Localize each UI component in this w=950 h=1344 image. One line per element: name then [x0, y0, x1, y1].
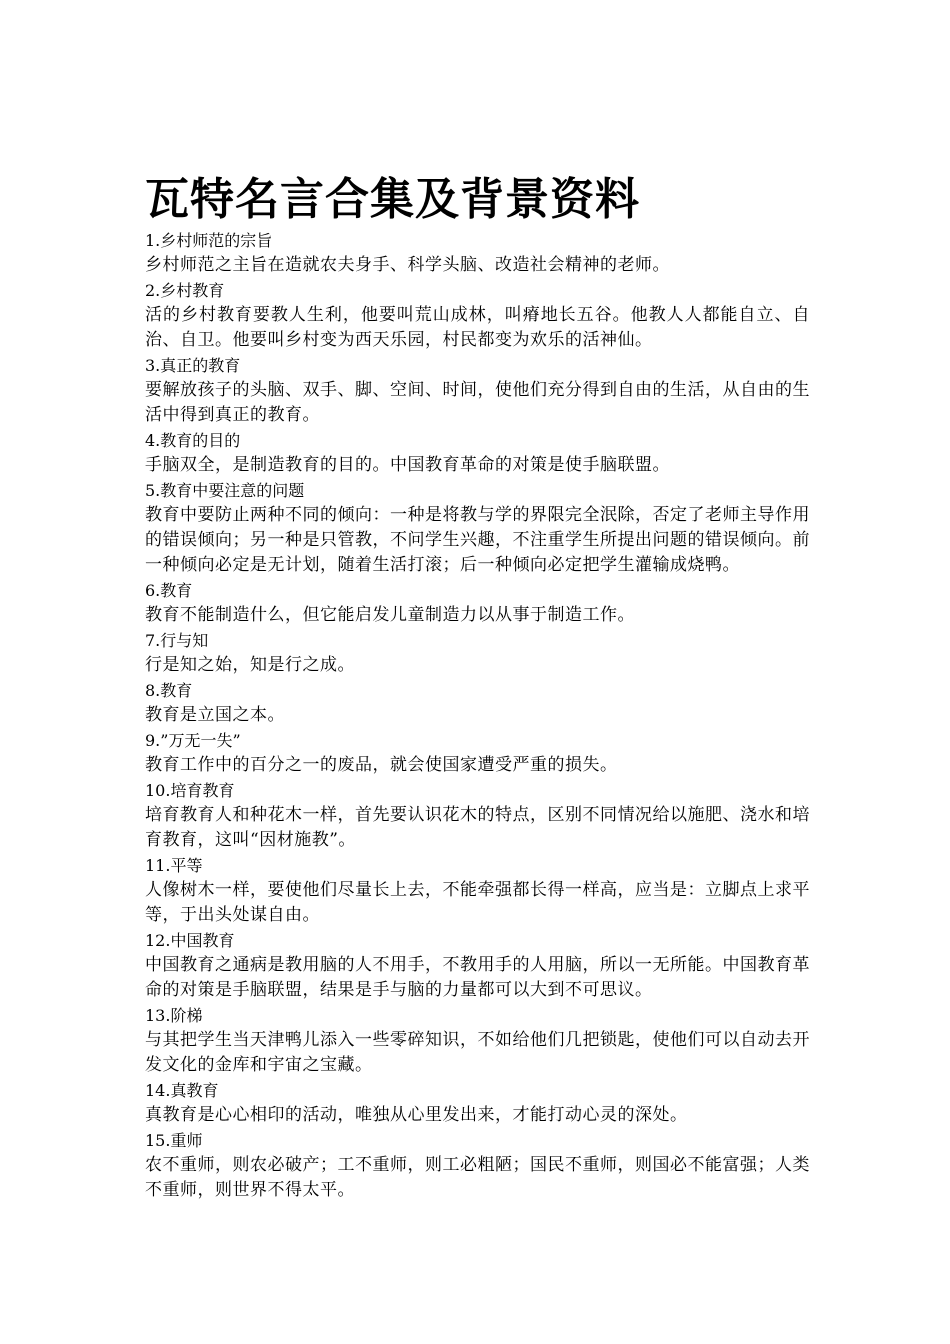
section-text: 中国教育之通病是教用脑的人不用手，不教用手的人用脑，所以一无所能。中国教育革命的对策是手脑联盟，结果是手与脑的力量都可以大到不可思议。 [145, 955, 810, 1000]
section-9 [145, 728, 810, 778]
section-heading: 2.乡村教育 [145, 281, 225, 300]
section-1 [145, 228, 810, 278]
section-13 [145, 1003, 810, 1078]
section-heading: 11.平等 [145, 856, 203, 875]
section-2 [145, 278, 810, 353]
section-text: 人像树木一样，要使他们尽量长上去，不能牵强都长得一样高，应当是：立脚点上求平等，于出头处谋自由。 [145, 880, 810, 925]
section-heading: 6.教育 [145, 581, 193, 600]
section-text: 要解放孩子的头脑、双手、脚、空间、时间，使他们充分得到自由的生活，从自由的生活中得到真正的教育。 [145, 380, 810, 425]
section-15 [145, 1128, 810, 1203]
section-text: 与其把学生当天津鸭儿添入一些零碎知识，不如给他们几把锁匙，使他们可以自动去开发文化的金库和宇宙之宝藏。 [145, 1030, 810, 1075]
section-11 [145, 853, 810, 928]
section-text: 教育是立国之本。 [145, 705, 285, 725]
section-heading: 1.乡村师范的宗旨 [145, 231, 273, 250]
section-text: 乡村师范之主旨在造就农夫身手、科学头脑、改造社会精神的老师。 [145, 255, 670, 275]
section-heading: 3.真正的教育 [145, 356, 241, 375]
section-3 [145, 353, 810, 428]
page-title: 瓦特名言合集及背景资料 [145, 174, 640, 225]
section-heading: 14.真教育 [145, 1081, 219, 1100]
section-text: 真教育是心心相印的活动，唯独从心里发出来，才能打动心灵的深处。 [145, 1105, 688, 1125]
section-text: 教育不能制造什么，但它能启发儿童制造力以从事于制造工作。 [145, 605, 635, 625]
section-8 [145, 678, 810, 728]
section-heading: 7.行与知 [145, 631, 209, 650]
section-10 [145, 778, 810, 853]
document-page [145, 172, 810, 1203]
section-text: 行是知之始，知是行之成。 [145, 655, 355, 675]
section-heading: 15.重师 [145, 1131, 203, 1150]
section-5 [145, 478, 810, 578]
section-heading: 9.”万无一失” [145, 731, 241, 750]
section-12 [145, 928, 810, 1003]
section-4 [145, 428, 810, 478]
section-heading: 13.阶梯 [145, 1006, 203, 1025]
section-heading: 4.教育的目的 [145, 431, 241, 450]
section-heading: 8.教育 [145, 681, 193, 700]
section-heading: 5.教育中要注意的问题 [145, 481, 305, 500]
section-text: 培育教育人和种花木一样，首先要认识花木的特点，区别不同情况给以施肥、浇水和培育教育，这叫“因材施教”。 [145, 805, 810, 850]
section-text: 活的乡村教育要教人生利，他要叫荒山成林，叫瘠地长五谷。他教人人都能自立、自治、自卫。他要叫乡村变为西天乐园，村民都变为欢乐的活神仙。 [145, 305, 810, 350]
section-6 [145, 578, 810, 628]
section-text: 教育工作中的百分之一的废品，就会使国家遭受严重的损失。 [145, 755, 618, 775]
section-14 [145, 1078, 810, 1128]
section-heading: 12.中国教育 [145, 931, 235, 950]
section-7 [145, 628, 810, 678]
section-text: 农不重师，则农必破产；工不重师，则工必粗陋；国民不重师，则国必不能富强；人类不重师，则世界不得太平。 [145, 1155, 810, 1200]
section-heading: 10.培育教育 [145, 781, 235, 800]
section-text: 手脑双全，是制造教育的目的。中国教育革命的对策是使手脑联盟。 [145, 455, 670, 475]
section-text: 教育中要防止两种不同的倾向：一种是将教与学的界限完全泯除，否定了老师主导作用的错误倾向；另一种是只管教，不问学生兴趣，不注重学生所提出问题的错误倾向。前一种倾向必定是无计划，随着生活打滚；后一种倾向必定把学生灌输成烧鸭。 [145, 505, 810, 575]
